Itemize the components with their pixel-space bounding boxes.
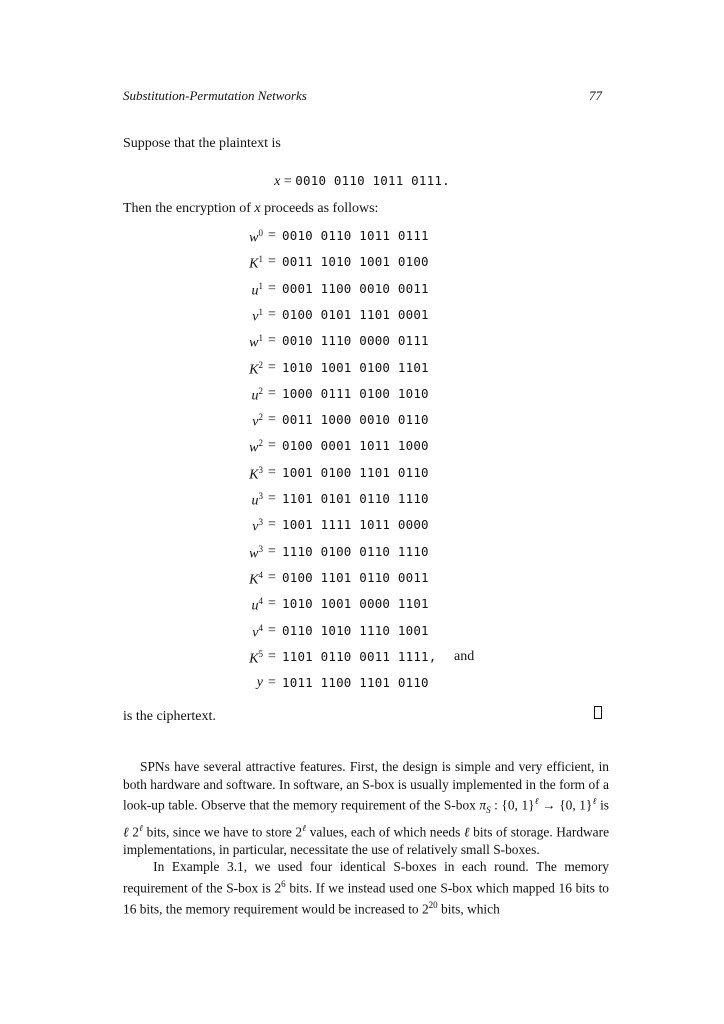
equals-sign: = (268, 543, 276, 559)
ciphertext-text: is the ciphertext. (123, 709, 216, 724)
equals-sign: = (268, 675, 276, 691)
equals-sign: = (268, 280, 276, 296)
row-variable: $w^0$ (249, 228, 263, 246)
equation-row (0, 254, 724, 272)
row-value: 0100 0001 1011 1000 (282, 438, 429, 454)
row-value: 1101 0110 0011 1111, (282, 648, 437, 664)
equals-sign: = (268, 254, 276, 270)
qed-box (594, 706, 602, 719)
plaintext-var: x (274, 174, 281, 189)
equals-sign: = (283, 174, 296, 189)
row-value: 0001 1100 0010 0011 (282, 280, 429, 296)
equation-row (0, 675, 724, 693)
equals-sign: = (268, 491, 276, 506)
row-variable: $K^2$ (249, 359, 263, 378)
paragraph-2: In Example 3.1, we used four identical S-boxes in each round. The memory requirement of the S-box is $2^6$ bits. If we instead used one S-box which mapped 16 bits to 16 bits, the memory requirement would be increased to $2^{20}$ bits, which (123, 859, 609, 917)
equation-row (0, 465, 724, 483)
row-variable: $v^4$ (252, 622, 263, 641)
equals-sign: = (268, 438, 276, 454)
row-variable: $u^1$ (251, 280, 263, 299)
equals-sign: = (268, 228, 276, 243)
row-variable: $w^1$ (249, 333, 263, 351)
equation-row (0, 596, 724, 614)
plaintext-equation (0, 173, 724, 190)
row-variable: $u^3$ (251, 491, 263, 509)
row-value: 1110 0100 0110 1110 (282, 543, 429, 559)
equation-row (0, 307, 724, 325)
equation-row (0, 281, 724, 299)
row-variable: $v^3$ (252, 517, 263, 535)
row-value: 1010 1001 0000 1101 (282, 596, 429, 612)
equals-sign: = (268, 569, 276, 585)
equation-row (0, 412, 724, 430)
equals-sign: = (268, 517, 276, 533)
equation-row (0, 333, 724, 351)
row-variable: $K^5$ (249, 648, 263, 667)
row-variable: $w^3$ (249, 543, 263, 562)
row-variable: $u^4$ (251, 596, 263, 614)
equals-sign: = (268, 412, 276, 428)
body-paragraphs (123, 758, 609, 918)
equation-row (0, 570, 724, 588)
row-variable: $K^4$ (249, 569, 263, 588)
row-variable: $K^1$ (249, 254, 263, 272)
equation-row (0, 360, 724, 378)
row-value: 0011 1010 1001 0100 (282, 254, 429, 270)
row-value: 0100 0101 1101 0001 (282, 306, 429, 322)
row-value: 0010 0110 1011 0111 (282, 228, 429, 243)
equals-sign: = (268, 306, 276, 322)
equation-row (0, 649, 724, 667)
equals-sign: = (268, 464, 276, 480)
row-value: 1001 0100 1101 0110 (282, 464, 429, 480)
then-var: x (254, 201, 261, 216)
row-variable: $u^2$ (251, 385, 263, 404)
equals-sign: = (268, 359, 276, 375)
row-variable: y (256, 675, 263, 691)
equation-row (0, 386, 724, 404)
page-number: 77 (589, 88, 602, 103)
then-text (123, 201, 378, 217)
row-variable: $w^2$ (249, 438, 263, 457)
equals-sign: = (268, 385, 276, 401)
row-value: 0110 1010 1110 1001 (282, 622, 429, 638)
then-pre: Then the encryption of (123, 201, 255, 216)
row-value: 0011 1000 0010 0110 (282, 412, 429, 428)
and-word: and (454, 648, 475, 664)
row-value: 0100 1101 0110 0011 (282, 569, 429, 585)
plaintext-value: 0010 0110 1011 0111. (295, 173, 450, 188)
row-variable: $v^1$ (252, 306, 263, 325)
equation-row (0, 517, 724, 535)
row-value: 1000 0111 0100 1010 (282, 385, 429, 401)
equation-row (0, 623, 724, 641)
row-value: 1010 1001 0100 1101 (282, 359, 429, 375)
equation-row (0, 228, 724, 246)
equals-sign: = (268, 648, 276, 664)
equals-sign: = (268, 333, 276, 349)
row-variable: $K^3$ (249, 464, 263, 483)
row-value: 1011 1100 1101 0110 (282, 675, 429, 691)
equation-row (0, 544, 724, 562)
row-variable: $v^2$ (252, 412, 263, 430)
equals-sign: = (268, 596, 276, 612)
row-value: 1001 1111 1011 0000 (282, 517, 429, 533)
running-title: Substitution-Permutation Networks (123, 88, 307, 103)
row-value: 1101 0101 0110 1110 (282, 491, 429, 506)
paragraph-1: SPNs have several attractive features. First, the design is simple and very efficient, in both hardware and software. In software, an S-box is usually implemented in the form of a look-up table. Observe that the memory requirement of the S-box $\pi_S$ : {0, 1}$^\ell$ → {0, 1}$^\ell$ is ℓ $2^\ell$ bits, since we have to store $2^\ell$ values, each of which needs ℓ bits of storage. Hardware implementations, in particular, necessitate the use of relatively small S-boxes. (123, 759, 610, 857)
equation-row (0, 438, 724, 456)
equation-row (0, 491, 724, 509)
row-value: 0010 1110 0000 0111 (282, 333, 429, 349)
then-post: proceeds as follows: (260, 201, 379, 216)
intro-text: Suppose that the plaintext is (123, 136, 281, 151)
equals-sign: = (268, 622, 276, 638)
